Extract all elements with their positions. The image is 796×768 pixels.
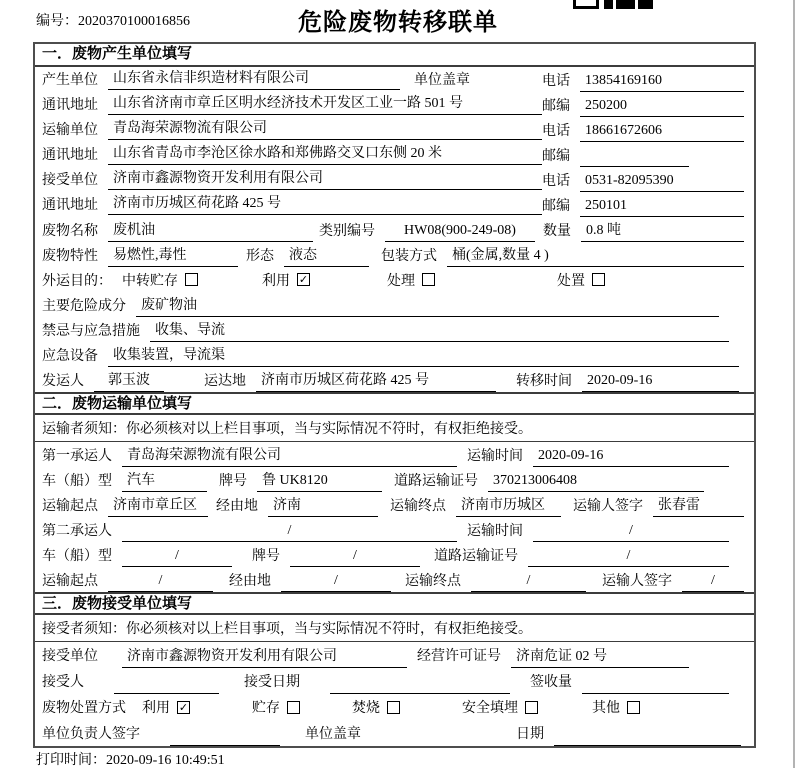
- row-disposal-method: [35, 694, 754, 720]
- zip-label: 邮编: [542, 98, 570, 114]
- phone-value: 18661672606: [580, 121, 744, 142]
- row-accept-unit: [35, 642, 754, 668]
- recipient-value: [114, 673, 219, 694]
- checkbox-checked-icon: ✓: [298, 273, 309, 286]
- vehicle-type-value: /: [122, 546, 232, 567]
- endpoint-value: 济南市历城区: [456, 496, 561, 517]
- transporter-notice: 运输者须知：你必须核对以上栏目事项，当与实际情况不符时，有权拒绝接受。: [35, 415, 754, 442]
- receiver-value: 济南市鑫源物资开发利用有限公司: [108, 169, 542, 190]
- phone-label: 电话: [542, 173, 570, 189]
- address-label: 通讯地址: [42, 148, 98, 163]
- disposal-option-other: 其他: [592, 697, 744, 717]
- checkbox-icon: [627, 701, 640, 714]
- hazard-label: 主要危险成分: [42, 298, 126, 314]
- receiver-notice: 接受者须知：你必须核对以上栏目事项，当与实际情况不符时，有权拒绝接受。: [35, 615, 754, 642]
- waste-name-value: 废机油: [108, 221, 313, 242]
- row-route1: [35, 492, 754, 517]
- section3-header: 三．废物接受单位填写: [35, 592, 754, 615]
- disposal-option-storage: 贮存: [252, 697, 352, 717]
- road-permit-value: /: [528, 546, 729, 567]
- license-label: 经营许可证号: [417, 649, 501, 664]
- destination-value: 济南市历城区荷花路 425 号: [256, 371, 496, 392]
- transporter-sign-value: /: [682, 571, 744, 592]
- via-label: 经由地: [229, 573, 271, 589]
- via-value: /: [281, 571, 391, 592]
- manager-sign-label: 单位负责人签字: [42, 727, 140, 742]
- address-value: 济南市历城区荷花路 425 号: [108, 194, 542, 215]
- unit-seal-label: 单位盖章: [305, 727, 361, 742]
- carrier1-label: 第一承运人: [42, 448, 112, 464]
- row-recipient: [35, 668, 754, 694]
- receiver-label: 接受单位: [42, 173, 98, 188]
- transporter-value: 青岛海荣源物流有限公司: [108, 119, 542, 140]
- qty-label: 数量: [543, 223, 571, 239]
- checkbox-icon: [592, 273, 605, 286]
- row-route2: [35, 567, 754, 592]
- transport-time-label: 运输时间: [467, 523, 523, 539]
- purpose-option-treat: 处理: [387, 270, 557, 290]
- checkbox-icon: [387, 701, 400, 714]
- address-value: 山东省青岛市李沧区徐水路和郑佛路交叉口东侧 20 米: [108, 144, 542, 165]
- qty-value: 0.8 吨: [581, 221, 744, 242]
- carrier2-value: /: [122, 521, 457, 542]
- serial-label: 编号：: [36, 14, 78, 29]
- unit-seal-label: 单位盖章: [414, 73, 470, 88]
- print-time-line: [36, 749, 225, 768]
- purpose-option-dispose: 处置: [557, 270, 744, 290]
- row-hazard-component: [35, 292, 754, 317]
- row-transporter-address: [35, 142, 754, 167]
- row-receiver: [35, 167, 754, 192]
- qr-block-icon: [616, 0, 635, 9]
- checkbox-icon: [525, 701, 538, 714]
- license-value: 济南危证 02 号: [511, 647, 689, 668]
- producer-value: 山东省永信非织造材料有限公司: [108, 69, 400, 90]
- transporter-sign-label: 运输人签字: [602, 573, 672, 589]
- phone-value: 13854169160: [580, 71, 744, 92]
- endpoint-label: 运输终点: [390, 498, 446, 514]
- checkbox-icon: [287, 701, 300, 714]
- row-producer: [35, 67, 754, 92]
- phone-value: 0531-82095390: [580, 171, 744, 192]
- accept-unit-label: 接受单位: [42, 649, 98, 664]
- plate-value: /: [290, 546, 420, 567]
- road-permit-value: 370213006408: [488, 471, 704, 492]
- zip-value: 250101: [580, 196, 744, 217]
- row-transfer-purpose: [35, 267, 754, 292]
- character-value: 易燃性,毒性: [108, 246, 238, 267]
- accept-unit-value: 济南市鑫源物资开发利用有限公司: [122, 647, 407, 668]
- row-manager-sign: [35, 720, 754, 746]
- transport-time-value: /: [533, 521, 729, 542]
- qr-block-icon: [573, 0, 599, 9]
- disposal-label: 废物处置方式: [42, 701, 126, 716]
- print-time-label: 打印时间：: [36, 753, 106, 768]
- signed-amount-value: [582, 673, 729, 694]
- row-vehicle1: [35, 467, 754, 492]
- packing-label: 包装方式: [381, 248, 437, 264]
- zip-value: [580, 146, 689, 167]
- category-value: HW08(900-249-08): [385, 221, 535, 242]
- qr-code-fragment: [573, 0, 653, 9]
- section1-header: 一．废物产生单位填写: [35, 44, 754, 67]
- vehicle-type-label: 车（船）型: [42, 473, 112, 489]
- origin-value: 济南市章丘区: [108, 496, 208, 517]
- row-receiver-address: [35, 192, 754, 217]
- via-label: 经由地: [216, 498, 258, 514]
- row-waste-name: [35, 217, 754, 242]
- endpoint-label: 运输终点: [405, 573, 461, 589]
- date-label: 日期: [516, 727, 544, 742]
- origin-value: /: [108, 571, 213, 592]
- address-label: 通讯地址: [42, 198, 98, 213]
- taboo-label: 禁忌与应急措施: [42, 323, 140, 339]
- date-value: [554, 725, 741, 746]
- shipper-value: 郭玉波: [94, 371, 164, 392]
- purpose-option-storage: 中转贮存: [122, 270, 262, 290]
- transporter-sign-label: 运输人签字: [573, 498, 643, 514]
- checkbox-icon: [185, 273, 198, 286]
- zip-label: 邮编: [542, 198, 570, 214]
- purpose-option-use: 利用 ✓: [262, 273, 309, 289]
- row-carrier1: [35, 442, 754, 467]
- taboo-value: 收集、导流: [150, 321, 729, 342]
- purpose-label: 外运目的：: [42, 273, 112, 289]
- accept-date-value: [330, 673, 510, 694]
- row-carrier2: [35, 517, 754, 542]
- manager-sign-value: [170, 725, 280, 746]
- zip-label: 邮编: [542, 148, 570, 164]
- recipient-label: 接受人: [42, 675, 84, 690]
- vehicle-type-value: 汽车: [122, 471, 207, 492]
- destination-label: 运达地: [204, 373, 246, 389]
- hazard-value: 废矿物油: [136, 296, 719, 317]
- row-producer-address: [35, 92, 754, 117]
- form-label: 形态: [246, 248, 274, 264]
- phone-label: 电话: [542, 73, 570, 89]
- zip-value: 250200: [580, 96, 744, 117]
- page-edge-divider: [793, 0, 795, 768]
- road-permit-label: 道路运输证号: [394, 473, 478, 489]
- plate-label: 牌号: [252, 548, 280, 564]
- equipment-label: 应急设备: [42, 348, 98, 364]
- row-taboo-measures: [35, 317, 754, 342]
- signed-amount-label: 签收量: [530, 675, 572, 690]
- checkbox-checked-icon: ✓: [178, 700, 189, 714]
- road-permit-label: 道路运输证号: [434, 548, 518, 564]
- transport-time-label: 运输时间: [467, 448, 523, 464]
- via-value: 济南: [268, 496, 378, 517]
- row-shipper: [35, 367, 754, 392]
- row-waste-character: [35, 242, 754, 267]
- endpoint-value: /: [471, 571, 586, 592]
- print-time-value: 2020-09-16 10:49:51: [106, 753, 225, 768]
- vehicle-type-label: 车（船）型: [42, 548, 112, 564]
- transporter-sign-value: 张春雷: [653, 496, 744, 517]
- character-label: 废物特性: [42, 248, 98, 264]
- disposal-option-burn: 焚烧: [352, 697, 462, 717]
- disposal-option-use: 利用 ✓: [142, 700, 189, 716]
- serial-number: 2020370100016856: [78, 14, 190, 29]
- equipment-value: 收集装置，导流渠: [108, 346, 739, 367]
- qr-block-icon: [604, 0, 613, 9]
- phone-label: 电话: [542, 123, 570, 139]
- producer-label: 产生单位: [42, 73, 98, 88]
- waste-name-label: 废物名称: [42, 223, 98, 239]
- address-value: 山东省济南市章丘区明水经济技术开发区工业一路 501 号: [108, 94, 542, 115]
- transfer-form-table: [33, 42, 756, 748]
- transfer-date-value: 2020-09-16: [582, 371, 739, 392]
- carrier1-value: 青岛海荣源物流有限公司: [122, 446, 457, 467]
- disposal-option-landfill: 安全填埋: [462, 697, 592, 717]
- section2-header: 二．废物运输单位填写: [35, 392, 754, 415]
- plate-value: 鲁 UK8120: [257, 471, 382, 492]
- checkbox-icon: [422, 273, 435, 286]
- row-emergency-equipment: [35, 342, 754, 367]
- category-label: 类别编号: [319, 223, 375, 239]
- origin-label: 运输起点: [42, 573, 98, 589]
- plate-label: 牌号: [219, 473, 247, 489]
- transfer-date-label: 转移时间: [516, 373, 572, 389]
- page-title: 危险废物转移联单: [298, 10, 498, 36]
- transport-time-value: 2020-09-16: [533, 446, 729, 467]
- origin-label: 运输起点: [42, 498, 98, 514]
- accept-date-label: 接受日期: [244, 675, 300, 690]
- shipper-label: 发运人: [42, 373, 84, 389]
- carrier2-label: 第二承运人: [42, 523, 112, 539]
- transporter-label: 运输单位: [42, 123, 98, 138]
- qr-block-icon: [638, 0, 653, 9]
- row-vehicle2: [35, 542, 754, 567]
- address-label: 通讯地址: [42, 98, 98, 113]
- row-transporter: [35, 117, 754, 142]
- packing-value: 桶(金属,数量 4 ): [447, 246, 744, 267]
- form-value: 液态: [284, 246, 369, 267]
